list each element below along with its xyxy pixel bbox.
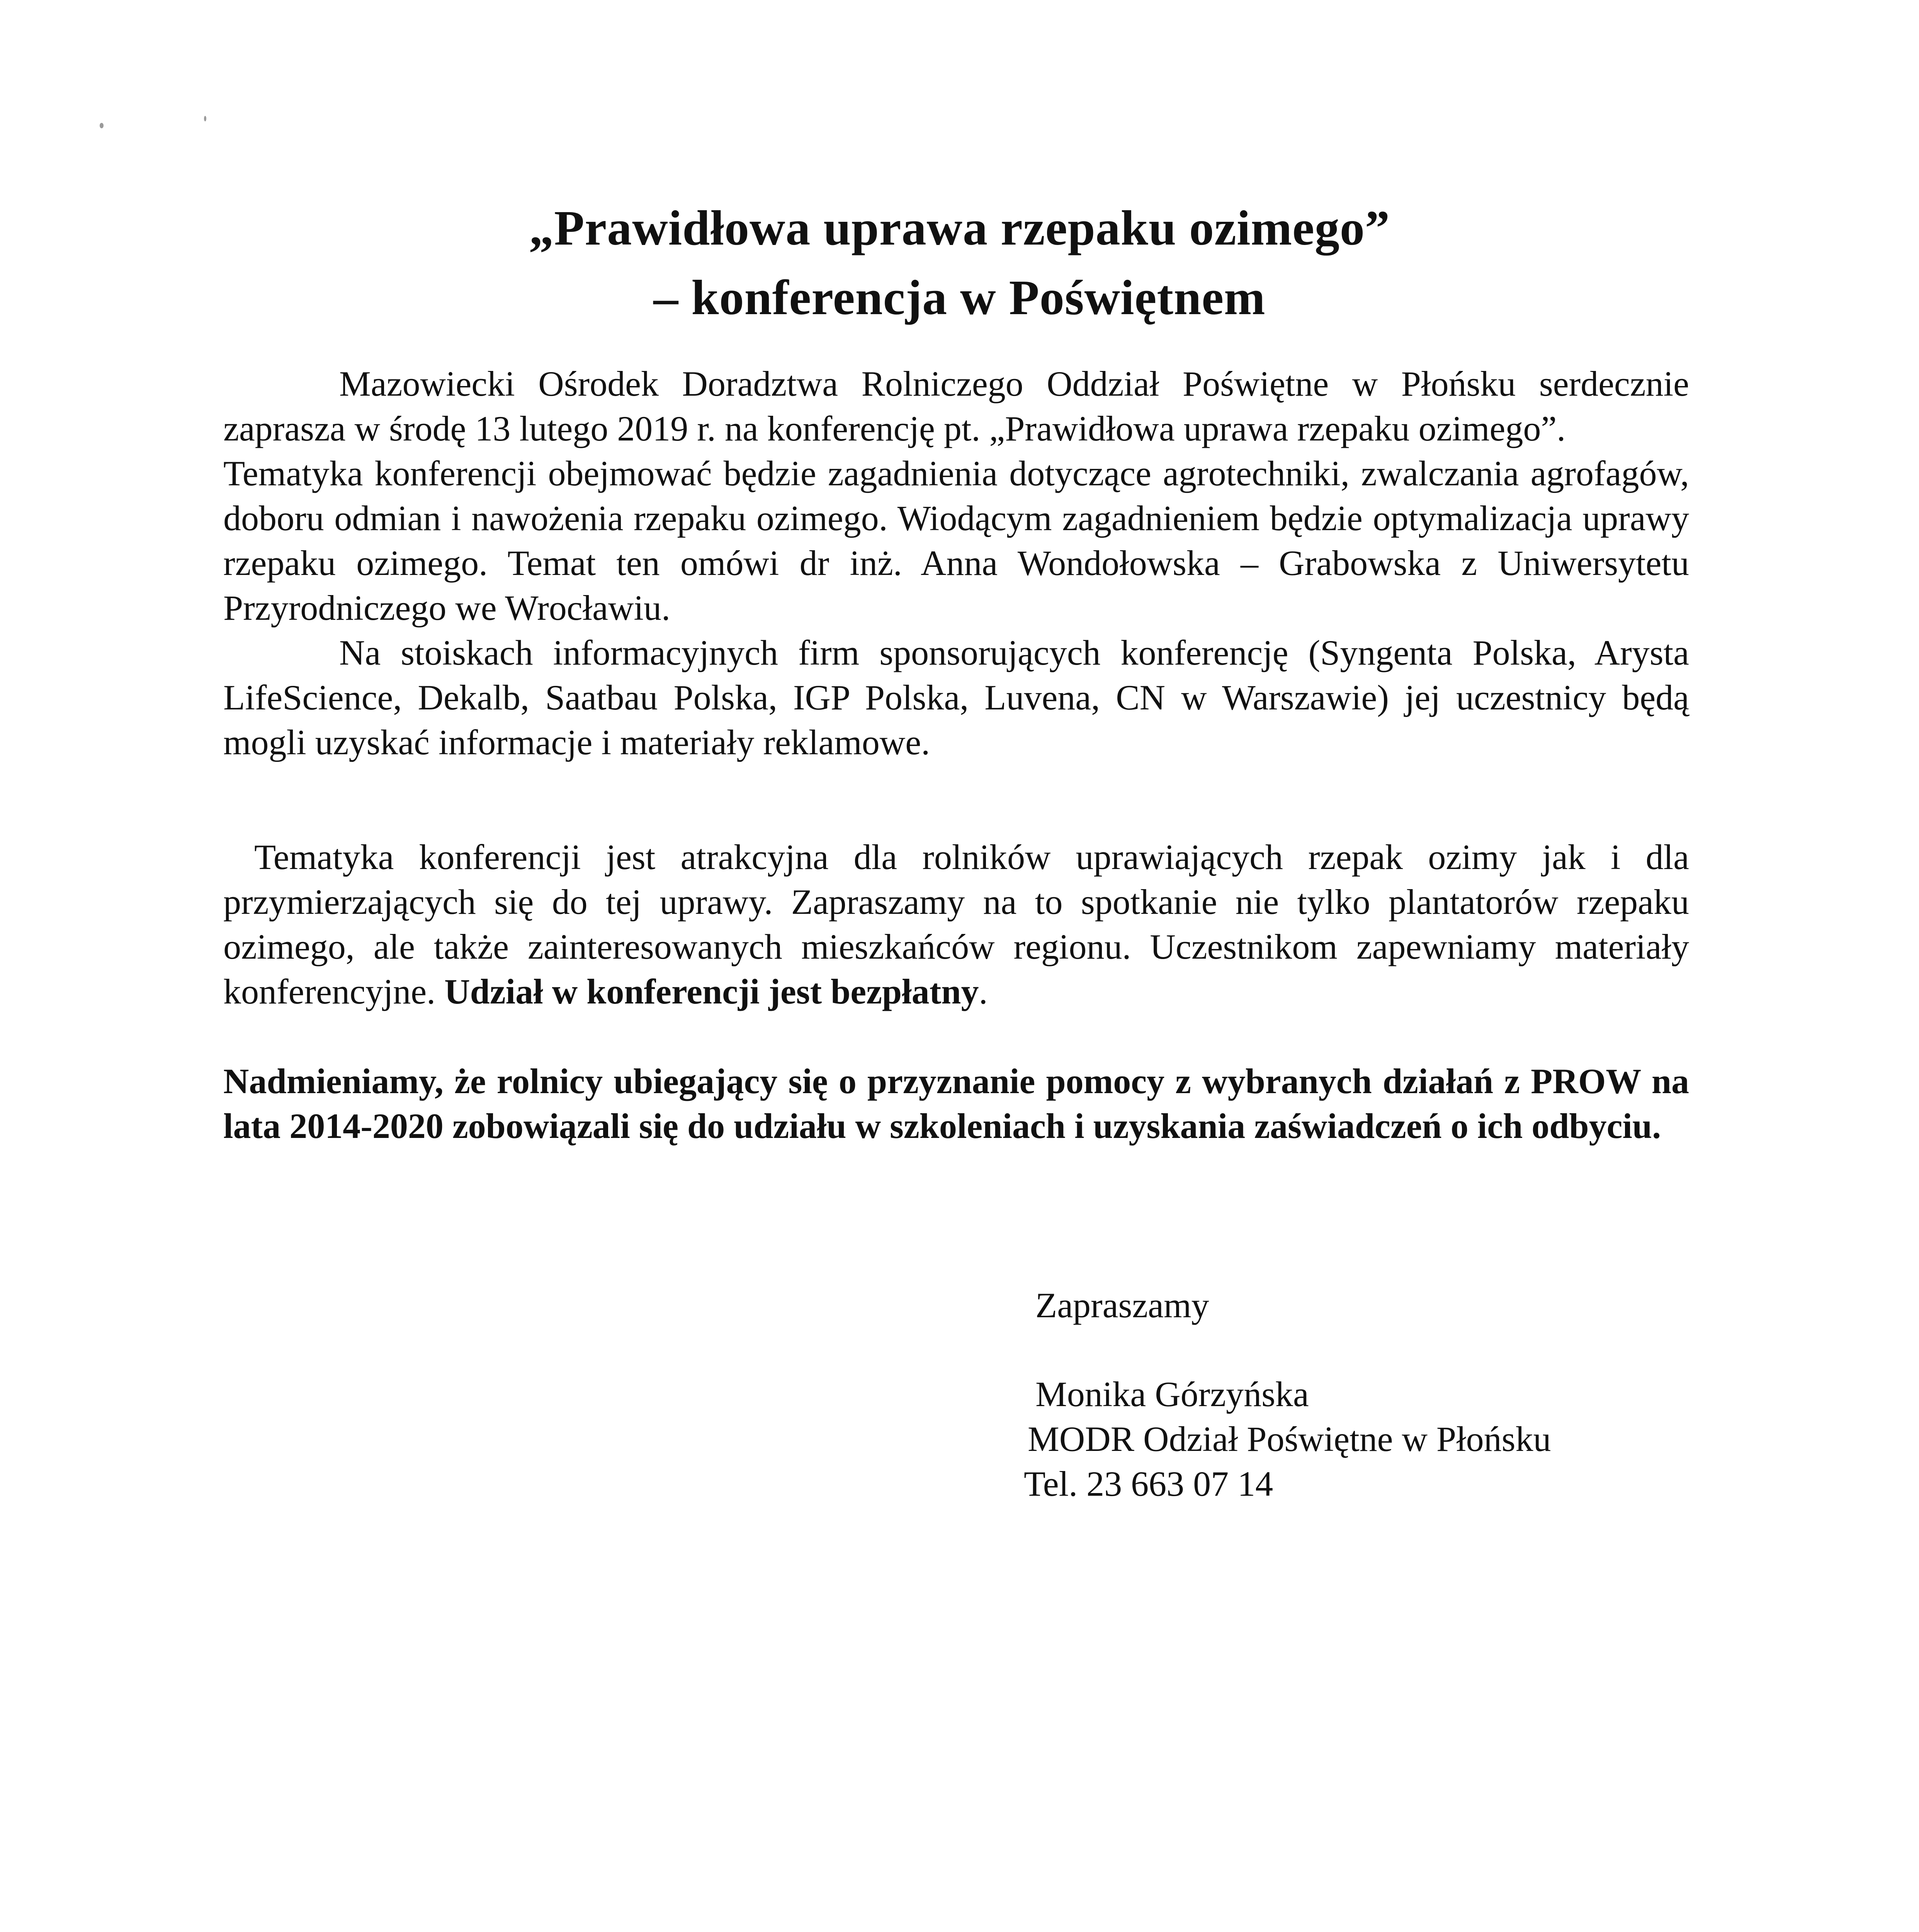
signatory-name: Monika Górzyńska [1035,1374,1309,1414]
scan-speck [100,123,104,128]
topics-paragraph: Tematyka konferencji obejmować będzie zagadnienia dotyczące agrotechniki, zwalczania agrofagów, doboru odmian i nawożenia rzepaku ozimego. Wiodącym zagadnieniem będzie optymalizacja uprawy rzepaku ozimego. Temat ten omówi dr inż. Anna Wondołowska – Grabowska z Uniwersytetu Przyrodniczego we Wrocławiu. [223,454,1689,628]
prow-notice-paragraph: Nadmieniamy, że rolnicy ubiegający się o przyznanie pomocy z wybranych działań z PROW na lata 2014-2020 zobowiązali się do udziału w szkoleniach i uzyskania zaświadczeń o ich odbyciu. [223,1061,1689,1146]
free-participation-note: Udział w konferencji jest bezpłatny [444,972,979,1011]
closing-line: Zapraszamy [1035,1286,1209,1325]
document-title-line-1: „Prawidłowa uprawa rzepaku ozimego” [529,201,1390,255]
intro-section [223,361,1689,765]
attractiveness-text: Tematyka konferencji jest atrakcyjna dla rolników uprawiających rzepak ozimy jak i dla przymierzających się do tej uprawy. Zapraszamy na to spotkanie nie tylko plantatorów rzepaku ozimego, ale także zainteresowanych mieszkańców regionu. Uczestnikom zapewniamy materiały konferencyjne. [223,837,1689,1011]
document-title-line-2: – konferencja w Poświętnem [653,270,1266,325]
signatory-organization: MODR Odział Poświętne w Płońsku [1028,1419,1551,1459]
invitation-paragraph: Mazowiecki Ośrodek Doradztwa Rolniczego Oddział Poświętne w Płońsku serdecznie zaprasza w środę 13 lutego 2019 r. na konferencję pt. „Prawidłowa uprawa rzepaku ozimego”. [223,364,1689,448]
attractiveness-section [223,835,1689,1014]
signatory-phone: Tel. 23 663 07 14 [1024,1464,1273,1503]
scan-speck [204,116,206,121]
sponsors-paragraph: Na stoiskach informacyjnych firm sponsorujących konferencję (Syngenta Polska, Arysta LifeScience, Dekalb, Saatbau Polska, IGP Polska, Luvena, CN w Warszawie) jej uczestnicy będą mogli uzyskać informacje i materiały reklamowe. [223,633,1689,762]
attractiveness-end: . [979,972,988,1011]
notice-section [223,1059,1689,1148]
attractiveness-paragraph [223,835,1689,1014]
